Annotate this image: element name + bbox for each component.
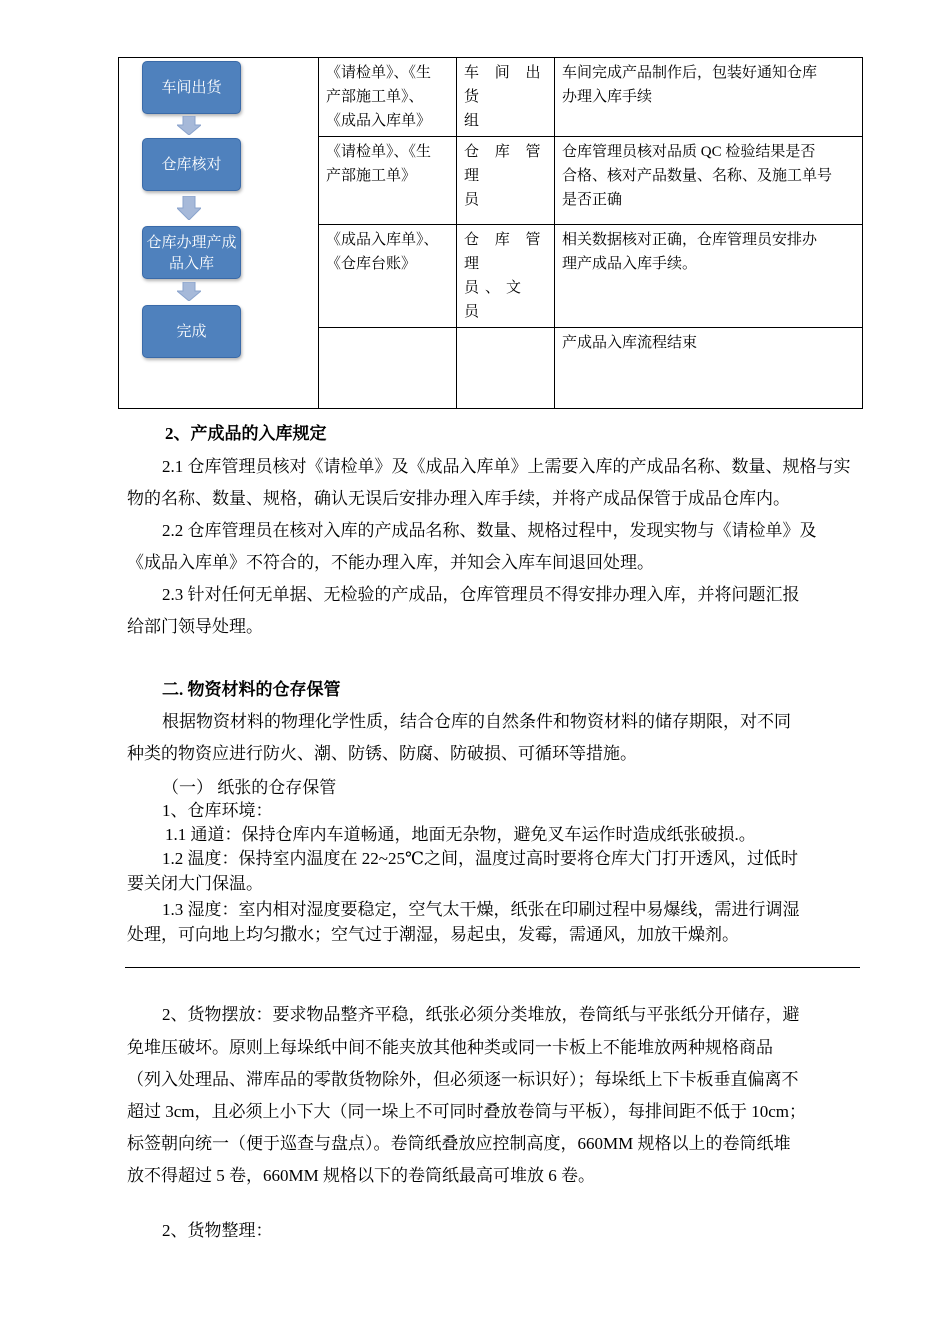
role-cell — [457, 328, 555, 409]
down-arrow-icon — [177, 196, 201, 220]
paragraph-line: 给部门领导处理。 — [127, 617, 263, 636]
role-cell — [457, 137, 555, 225]
paragraph-line: 1.2 温度：保持室内温度在 22~25℃之间，温度过高时要将仓库大门打开透风，过低时 — [162, 849, 798, 868]
subsection-heading: （一） 纸张的仓存保管 — [162, 778, 337, 797]
docs-cell — [319, 225, 457, 328]
docs-cell — [319, 328, 457, 409]
down-arrow-icon — [177, 116, 201, 135]
description-line: 合格、核对产品数量、名称、及施工单号 — [562, 168, 833, 184]
paragraph-line: （列入处理品、滞库品的零散货物除外，但必须逐一标识好）；每垛纸上下卡板垂直偏离不 — [127, 1070, 799, 1089]
item-heading: 1、仓库环境： — [162, 801, 273, 820]
flowchart-cell — [119, 58, 319, 409]
flow-table — [118, 57, 863, 409]
description-line: 产成品入库流程结束 — [562, 335, 698, 351]
role-cell — [457, 225, 555, 328]
description-line: 仓库管理员核对品质 QC 检验结果是否 — [562, 144, 816, 160]
docs-line: 《仓库台账》 — [326, 256, 417, 272]
description-line: 相关数据核对正确，仓库管理员安排办 — [562, 232, 818, 248]
flow-step-warehouse-stock-in: 仓库办理产成品入库 — [142, 226, 241, 279]
description-line: 车间完成产品制作后，包装好通知仓库 — [562, 65, 818, 81]
paragraph-line: 2.2 仓库管理员在核对入库的产成品名称、数量、规格过程中，发现实物与《请检单》及 — [162, 521, 817, 540]
role-line: 车 间 出 货 — [464, 65, 547, 105]
description-line: 是否正确 — [562, 192, 623, 208]
docs-line: 《请检单》、《生 — [326, 65, 432, 81]
role-line: 员 — [464, 192, 486, 208]
description-cell — [555, 58, 863, 137]
docs-cell — [319, 137, 457, 225]
paragraph-line: 《成品入库单》不符合的，不能办理入库，并知会入库车间退回处理。 — [127, 553, 654, 572]
section-heading: 2、产成品的入库规定 — [165, 424, 327, 443]
horizontal-rule — [125, 967, 860, 968]
paragraph-line: 根据物资材料的物理化学性质，结合仓库的自然条件和物资材料的储存期限，对不同 — [162, 712, 791, 731]
paragraph-line: 要关闭大门保温。 — [127, 874, 263, 893]
description-cell — [555, 225, 863, 328]
docs-line: 产部施工单》 — [326, 168, 417, 184]
description-cell — [555, 137, 863, 225]
description-line: 办理入库手续 — [562, 89, 653, 105]
paragraph-line: 2、货物摆放：要求物品整齐平稳，纸张必须分类堆放，卷筒纸与平张纸分开储存，避 — [162, 1005, 800, 1024]
paragraph-line: 2.3 针对任何无单据、无检验的产成品，仓库管理员不得安排办理入库，并将问题汇报 — [162, 585, 800, 604]
flow-step-warehouse-check: 仓库核对 — [142, 138, 241, 191]
paragraph-line: 处理，可向地上均匀撒水；空气过于潮湿，易起虫，发霉，需通风，加放干燥剂。 — [127, 925, 739, 944]
description-line: 理产成品入库手续。 — [562, 256, 698, 272]
flow-step-complete: 完成 — [142, 305, 241, 358]
docs-line: 《请检单》、《生 — [326, 144, 432, 160]
chapter-heading: 二. 物资材料的仓存保管 — [162, 680, 341, 699]
docs-line: 《成品入库单》 — [326, 113, 432, 129]
paragraph-line: 放不得超过 5 卷，660MM 规格以下的卷筒纸最高可堆放 6 卷。 — [127, 1166, 595, 1185]
flow-step-workshop-shipment: 车间出货 — [142, 61, 241, 114]
paragraph-line: 2.1 仓库管理员核对《请检单》及《成品入库单》上需要入库的产成品名称、数量、规格与实 — [162, 457, 851, 476]
role-line: 员、文员 — [464, 280, 528, 320]
paragraph-line: 超过 3cm，且必须上小下大（同一垛上不可同时叠放卷筒与平板），每排间距不低于 10cm； — [127, 1102, 807, 1121]
paragraph-line: 物的名称、数量、规格，确认无误后安排办理入库手续，并将产成品保管于成品仓库内。 — [127, 489, 790, 508]
docs-line: 产部施工单》、 — [326, 89, 424, 105]
paragraph-line: 1.1 通道：保持仓库内车道畅通，地面无杂物，避免叉车运作时造成纸张破损.。 — [165, 825, 756, 844]
role-cell — [457, 58, 555, 137]
role-line: 仓 库 管 理 — [464, 144, 547, 184]
docs-cell — [319, 58, 457, 137]
role-line: 组 — [464, 113, 486, 129]
paragraph-line: 免堆压破坏。原则上每垛纸中间不能夹放其他种类或同一卡板上不能堆放两种规格商品 — [127, 1038, 773, 1057]
docs-line: 《成品入库单》、 — [326, 232, 439, 248]
paragraph-line: 1.3 湿度：室内相对湿度要稳定，空气太干燥，纸张在印刷过程中易爆线，需进行调湿 — [162, 900, 800, 919]
item-heading: 2、货物整理： — [162, 1221, 273, 1240]
down-arrow-icon — [177, 282, 201, 301]
paragraph-line: 种类的物资应进行防火、潮、防锈、防腐、防破损、可循环等措施。 — [127, 744, 637, 763]
role-line: 仓 库 管 理 — [464, 232, 547, 272]
paragraph-line: 标签朝向统一（便于巡查与盘点）。卷筒纸叠放应控制高度，660MM 规格以上的卷筒纸堆 — [127, 1134, 791, 1153]
description-cell — [555, 328, 863, 409]
